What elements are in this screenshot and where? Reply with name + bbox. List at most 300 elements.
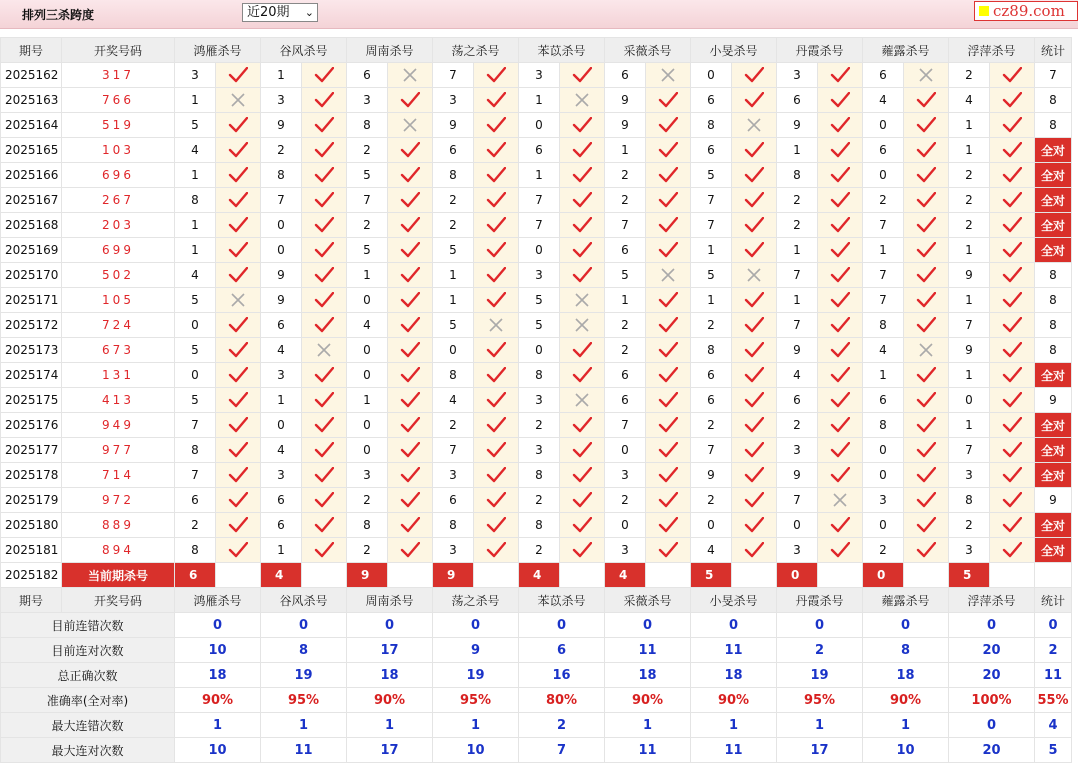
kill-pick-cell: 3 (433, 463, 474, 488)
check-icon (904, 88, 949, 113)
cross-icon (560, 288, 605, 313)
all-correct-badge: 全对 (1035, 538, 1072, 563)
kill-pick-cell: 2 (175, 513, 216, 538)
stat-value: 20 (949, 663, 1035, 688)
check-icon (302, 213, 347, 238)
kill-pick-cell: 0 (175, 313, 216, 338)
check-icon (990, 113, 1035, 138)
check-icon (818, 313, 863, 338)
kill-pick-cell: 3 (863, 488, 904, 513)
check-icon (904, 263, 949, 288)
check-icon (388, 188, 433, 213)
stat-value: 0 (433, 613, 519, 638)
kill-pick-cell: 0 (691, 63, 732, 88)
stat-value: 1 (261, 713, 347, 738)
check-icon (646, 363, 691, 388)
check-icon (302, 463, 347, 488)
kill-pick-cell: 1 (949, 288, 990, 313)
table-row (1, 288, 1072, 313)
check-icon (302, 413, 347, 438)
col-header-predictor: 谷风杀号 (261, 38, 347, 63)
kill-pick-cell: 7 (605, 213, 646, 238)
stat-value: 18 (175, 663, 261, 688)
draw-number-cell: 949 (62, 413, 175, 438)
cross-icon (732, 113, 777, 138)
kill-pick-cell: 2 (519, 413, 560, 438)
kill-pick-cell: 8 (691, 113, 732, 138)
check-icon (818, 63, 863, 88)
kill-pick-cell: 4 (863, 88, 904, 113)
check-icon (388, 488, 433, 513)
kill-pick-cell: 1 (175, 213, 216, 238)
kill-pick-cell: 2 (777, 213, 818, 238)
kill-pick-cell: 3 (605, 538, 646, 563)
kill-pick-cell: 8 (863, 413, 904, 438)
kill-pick-cell: 7 (949, 438, 990, 463)
check-icon (646, 538, 691, 563)
check-icon (646, 338, 691, 363)
kill-pick-cell: 0 (261, 413, 302, 438)
kill-pick-cell: 9 (777, 113, 818, 138)
draw-number-cell: 977 (62, 438, 175, 463)
stat-value: 17 (347, 638, 433, 663)
check-icon (904, 138, 949, 163)
stat-value: 1 (433, 713, 519, 738)
kill-pick-cell: 2 (949, 188, 990, 213)
check-icon (474, 363, 519, 388)
kill-pick-cell: 3 (347, 463, 388, 488)
cross-icon (474, 313, 519, 338)
kill-pick-cell: 6 (691, 363, 732, 388)
stat-value: 11 (605, 638, 691, 663)
stat-value: 90% (605, 688, 691, 713)
check-icon (646, 213, 691, 238)
kill-pick-cell: 9 (433, 113, 474, 138)
kill-pick-cell: 5 (433, 238, 474, 263)
check-icon (216, 363, 261, 388)
check-icon (216, 263, 261, 288)
stat-cell: 8 (1035, 288, 1072, 313)
check-icon (388, 213, 433, 238)
stat-total: 4 (1035, 713, 1072, 738)
check-icon (904, 238, 949, 263)
check-icon (474, 138, 519, 163)
kill-pick-cell: 5 (175, 388, 216, 413)
check-icon (302, 388, 347, 413)
check-icon (646, 188, 691, 213)
check-icon (474, 438, 519, 463)
check-icon (560, 138, 605, 163)
check-icon (732, 338, 777, 363)
col-header-draw: 开奖号码 (62, 38, 175, 63)
kill-pick-cell: 3 (347, 88, 388, 113)
kill-pick-cell: 3 (777, 538, 818, 563)
kill-pick-cell: 4 (863, 338, 904, 363)
kill-pick-cell: 9 (605, 113, 646, 138)
col-header-period: 期号 (1, 588, 62, 613)
kill-pick-cell: 9 (261, 263, 302, 288)
cross-icon (216, 88, 261, 113)
kill-pick-cell: 2 (605, 313, 646, 338)
kill-pick-cell: 2 (347, 488, 388, 513)
check-icon (560, 263, 605, 288)
check-icon (904, 213, 949, 238)
stat-value: 0 (261, 613, 347, 638)
kill-pick-cell: 0 (863, 113, 904, 138)
kill-pick-cell: 9 (949, 338, 990, 363)
current-kill-pick: 0 (777, 563, 818, 588)
all-correct-badge: 全对 (1035, 138, 1072, 163)
check-icon (560, 113, 605, 138)
check-icon (388, 363, 433, 388)
kill-pick-cell: 7 (433, 63, 474, 88)
check-icon (560, 163, 605, 188)
draw-number-cell: 699 (62, 238, 175, 263)
check-icon (302, 138, 347, 163)
col-header-predictor: 浮萍杀号 (949, 38, 1035, 63)
draw-number-cell: 972 (62, 488, 175, 513)
kill-pick-cell: 0 (347, 363, 388, 388)
kill-pick-cell: 3 (949, 538, 990, 563)
table-row (1, 138, 1072, 163)
check-icon (216, 238, 261, 263)
stat-value: 17 (777, 738, 863, 763)
kill-pick-cell: 2 (433, 213, 474, 238)
kill-pick-cell: 4 (175, 263, 216, 288)
check-icon (474, 88, 519, 113)
check-icon (302, 163, 347, 188)
table-footer-header (1, 588, 1072, 613)
stat-row (1, 688, 1072, 713)
kill-pick-cell: 0 (863, 438, 904, 463)
kill-pick-cell: 7 (261, 188, 302, 213)
stat-total: 11 (1035, 663, 1072, 688)
period-cell: 2025163 (1, 88, 62, 113)
kill-pick-cell: 1 (777, 138, 818, 163)
check-icon (560, 488, 605, 513)
stat-value: 90% (691, 688, 777, 713)
kill-pick-cell: 7 (949, 313, 990, 338)
kill-pick-cell: 0 (175, 363, 216, 388)
check-icon (646, 238, 691, 263)
stat-value: 8 (261, 638, 347, 663)
site-logo[interactable] (974, 1, 1078, 21)
draw-number-cell: 696 (62, 163, 175, 188)
kill-pick-cell: 3 (261, 88, 302, 113)
kill-pick-cell: 6 (261, 488, 302, 513)
all-correct-badge: 全对 (1035, 238, 1072, 263)
check-icon (990, 488, 1035, 513)
check-icon (646, 113, 691, 138)
check-icon (732, 513, 777, 538)
check-icon (818, 538, 863, 563)
kill-pick-cell: 6 (347, 63, 388, 88)
check-icon (904, 513, 949, 538)
draw-number-cell: 714 (62, 463, 175, 488)
kill-pick-cell: 7 (347, 188, 388, 213)
col-header-stat: 统计 (1035, 588, 1072, 613)
stat-value: 18 (863, 663, 949, 688)
kill-pick-cell: 4 (433, 388, 474, 413)
check-icon (302, 438, 347, 463)
check-icon (560, 513, 605, 538)
current-stat-cell (1035, 563, 1072, 588)
check-icon (818, 413, 863, 438)
kill-pick-cell: 2 (347, 213, 388, 238)
check-icon (388, 338, 433, 363)
current-kill-spacer (388, 563, 433, 588)
kill-pick-cell: 2 (777, 188, 818, 213)
stat-value: 18 (347, 663, 433, 688)
kill-pick-cell: 8 (433, 163, 474, 188)
check-icon (216, 438, 261, 463)
kill-pick-cell: 0 (691, 513, 732, 538)
current-kill-pick: 4 (261, 563, 302, 588)
check-icon (818, 388, 863, 413)
kill-pick-cell: 2 (347, 538, 388, 563)
period-cell: 2025172 (1, 313, 62, 338)
check-icon (818, 438, 863, 463)
kill-pick-cell: 1 (605, 138, 646, 163)
current-kill-spacer (474, 563, 519, 588)
stat-value: 16 (519, 663, 605, 688)
check-icon (904, 363, 949, 388)
period-cell: 2025179 (1, 488, 62, 513)
current-kill-spacer (302, 563, 347, 588)
col-header-predictor: 浮萍杀号 (949, 588, 1035, 613)
stat-value: 2 (777, 638, 863, 663)
kill-pick-cell: 1 (433, 263, 474, 288)
check-icon (560, 338, 605, 363)
kill-pick-cell: 0 (347, 288, 388, 313)
kill-pick-cell: 5 (519, 288, 560, 313)
kill-pick-cell: 5 (605, 263, 646, 288)
draw-number-cell: 519 (62, 113, 175, 138)
kill-pick-cell: 2 (433, 413, 474, 438)
check-icon (818, 88, 863, 113)
cross-icon (818, 488, 863, 513)
kill-pick-cell: 4 (175, 138, 216, 163)
check-icon (732, 88, 777, 113)
check-icon (474, 238, 519, 263)
kill-pick-cell: 2 (605, 163, 646, 188)
period-cell: 2025165 (1, 138, 62, 163)
kill-pick-cell: 9 (777, 463, 818, 488)
kill-pick-cell: 3 (519, 388, 560, 413)
kill-pick-cell: 1 (519, 88, 560, 113)
current-kill-spacer (990, 563, 1035, 588)
kill-pick-cell: 1 (863, 238, 904, 263)
kill-pick-cell: 1 (949, 238, 990, 263)
stat-label: 目前连错次数 (1, 613, 175, 638)
kill-pick-cell: 6 (691, 388, 732, 413)
kill-pick-cell: 4 (949, 88, 990, 113)
check-icon (818, 513, 863, 538)
table-row (1, 238, 1072, 263)
kill-pick-cell: 2 (519, 538, 560, 563)
check-icon (990, 163, 1035, 188)
check-icon (474, 288, 519, 313)
table-row (1, 363, 1072, 388)
check-icon (904, 113, 949, 138)
kill-pick-cell: 5 (347, 238, 388, 263)
period-cell: 2025175 (1, 388, 62, 413)
kill-pick-cell: 6 (605, 63, 646, 88)
check-icon (990, 338, 1035, 363)
kill-pick-cell: 7 (691, 188, 732, 213)
check-icon (990, 413, 1035, 438)
check-icon (474, 388, 519, 413)
check-icon (388, 413, 433, 438)
cross-icon (732, 263, 777, 288)
table-row (1, 413, 1072, 438)
stat-value: 95% (777, 688, 863, 713)
check-icon (904, 538, 949, 563)
draw-number-cell: 105 (62, 288, 175, 313)
kill-pick-cell: 0 (347, 438, 388, 463)
draw-number-cell: 203 (62, 213, 175, 238)
check-icon (474, 463, 519, 488)
check-icon (560, 413, 605, 438)
check-icon (560, 238, 605, 263)
check-icon (216, 388, 261, 413)
check-icon (904, 463, 949, 488)
period-cell: 2025181 (1, 538, 62, 563)
all-correct-badge: 全对 (1035, 438, 1072, 463)
kill-pick-cell: 2 (949, 163, 990, 188)
stat-value: 0 (605, 613, 691, 638)
kill-pick-cell: 0 (261, 213, 302, 238)
stat-value: 0 (949, 613, 1035, 638)
table-row (1, 88, 1072, 113)
kill-pick-cell: 8 (347, 113, 388, 138)
stat-value: 1 (605, 713, 691, 738)
stat-row (1, 663, 1072, 688)
cross-icon (302, 338, 347, 363)
kill-pick-cell: 3 (519, 263, 560, 288)
check-icon (990, 363, 1035, 388)
kill-pick-cell: 2 (605, 338, 646, 363)
check-icon (732, 388, 777, 413)
kill-pick-cell: 1 (777, 238, 818, 263)
stat-value: 11 (605, 738, 691, 763)
check-icon (818, 238, 863, 263)
kill-pick-cell: 7 (433, 438, 474, 463)
period-range-select[interactable] (242, 3, 318, 22)
stat-label: 最大连错次数 (1, 713, 175, 738)
check-icon (302, 488, 347, 513)
kill-pick-cell: 1 (863, 363, 904, 388)
current-kill-pick: 4 (605, 563, 646, 588)
kill-pick-cell: 7 (175, 413, 216, 438)
check-icon (302, 113, 347, 138)
kill-pick-cell: 4 (691, 538, 732, 563)
kill-pick-cell: 1 (949, 413, 990, 438)
stat-cell: 9 (1035, 388, 1072, 413)
stat-value: 0 (863, 613, 949, 638)
kill-pick-cell: 8 (777, 163, 818, 188)
kill-pick-cell: 7 (175, 463, 216, 488)
stat-value: 6 (519, 638, 605, 663)
kill-pick-cell: 1 (261, 538, 302, 563)
kill-pick-cell: 3 (175, 63, 216, 88)
check-icon (990, 313, 1035, 338)
check-icon (990, 88, 1035, 113)
kill-pick-cell: 7 (691, 438, 732, 463)
kill-pick-cell: 3 (949, 463, 990, 488)
kill-pick-cell: 7 (777, 313, 818, 338)
stat-value: 1 (777, 713, 863, 738)
stat-row (1, 638, 1072, 663)
kill-pick-cell: 1 (949, 363, 990, 388)
period-cell: 2025162 (1, 63, 62, 88)
stat-value: 95% (433, 688, 519, 713)
check-icon (904, 288, 949, 313)
kill-number-table (0, 37, 1072, 763)
check-icon (646, 438, 691, 463)
stat-value: 11 (261, 738, 347, 763)
stat-label: 目前连对次数 (1, 638, 175, 663)
kill-pick-cell: 1 (433, 288, 474, 313)
stat-value: 0 (519, 613, 605, 638)
check-icon (904, 388, 949, 413)
check-icon (474, 413, 519, 438)
kill-pick-cell: 2 (949, 213, 990, 238)
check-icon (732, 288, 777, 313)
check-icon (302, 288, 347, 313)
stat-value: 7 (519, 738, 605, 763)
period-cell: 2025170 (1, 263, 62, 288)
check-icon (990, 138, 1035, 163)
table-row (1, 113, 1072, 138)
check-icon (818, 288, 863, 313)
check-icon (732, 363, 777, 388)
stat-value: 1 (175, 713, 261, 738)
check-icon (388, 288, 433, 313)
check-icon (904, 488, 949, 513)
period-cell: 2025174 (1, 363, 62, 388)
current-kill-row (1, 563, 1072, 588)
cross-icon (646, 263, 691, 288)
check-icon (388, 388, 433, 413)
check-icon (646, 288, 691, 313)
kill-pick-cell: 3 (261, 463, 302, 488)
kill-pick-cell: 9 (261, 113, 302, 138)
check-icon (646, 388, 691, 413)
stat-value: 10 (175, 638, 261, 663)
kill-pick-cell: 3 (433, 88, 474, 113)
stat-value: 17 (347, 738, 433, 763)
stat-value: 9 (433, 638, 519, 663)
kill-pick-cell: 7 (605, 413, 646, 438)
cross-icon (904, 63, 949, 88)
stat-value: 8 (863, 638, 949, 663)
check-icon (216, 513, 261, 538)
stat-label: 最大连对次数 (1, 738, 175, 763)
draw-number-cell: 131 (62, 363, 175, 388)
check-icon (216, 313, 261, 338)
all-correct-badge: 全对 (1035, 363, 1072, 388)
period-cell: 2025171 (1, 288, 62, 313)
period-cell: 2025177 (1, 438, 62, 463)
table-row (1, 463, 1072, 488)
kill-pick-cell: 6 (605, 363, 646, 388)
kill-pick-cell: 6 (691, 88, 732, 113)
stat-value: 90% (863, 688, 949, 713)
check-icon (216, 413, 261, 438)
check-icon (818, 338, 863, 363)
col-header-draw: 开奖号码 (62, 588, 175, 613)
